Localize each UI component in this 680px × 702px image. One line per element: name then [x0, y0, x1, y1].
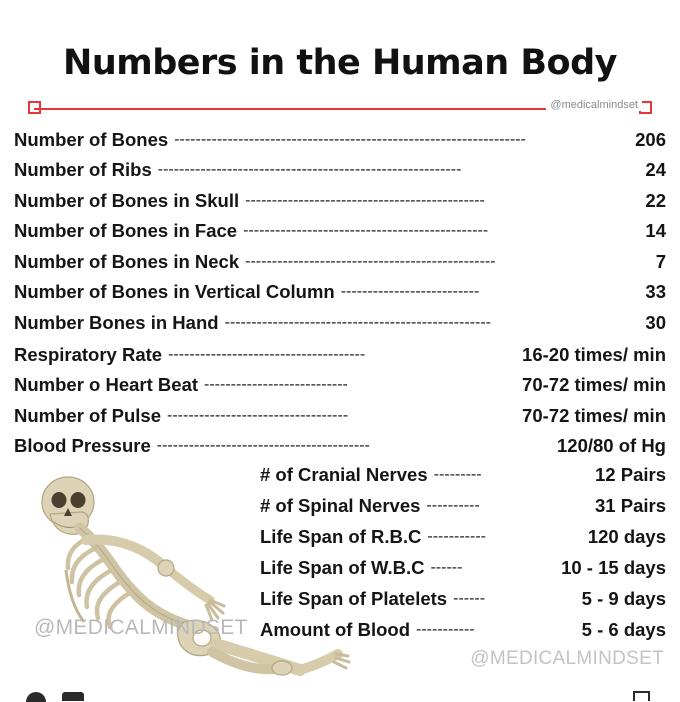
heart-icon[interactable]: [26, 692, 46, 702]
stat-label: Number of Bones in Face: [14, 220, 238, 241]
stat-label: Number of Pulse: [14, 404, 161, 426]
stat-label: Number of Bones in Vertical Column: [14, 281, 335, 302]
list-item: [14, 435, 666, 457]
list-item: [14, 129, 666, 151]
divider-rule: [28, 99, 652, 119]
list-item: [260, 619, 666, 641]
stat-leader: ----------: [426, 497, 480, 514]
list-item: [14, 190, 666, 212]
list-item: [14, 405, 666, 427]
watermark-right: @MEDICALMINDSET: [470, 648, 664, 669]
watermark-left: @MEDICALMINDSET: [34, 616, 248, 639]
list-item: [260, 557, 666, 579]
account-handle: @medicalmindset: [546, 99, 642, 111]
bookmark-icon[interactable]: [633, 691, 650, 701]
vitals-stat-list: [14, 344, 666, 458]
stat-value: 5 - 6 days: [581, 619, 666, 640]
stat-label: Life Span of W.B.C: [260, 557, 425, 578]
list-item: [14, 312, 666, 334]
stat-label: Number of Bones in Skull: [14, 189, 240, 211]
stat-value: 10 - 15 days: [561, 557, 666, 578]
stat-value: 30: [645, 311, 666, 333]
stat-leader: ------------------------------------------------------------------: [174, 130, 526, 148]
stat-leader: -----------: [416, 621, 475, 638]
stat-leader: -----------: [427, 528, 486, 545]
stat-value: 120 days: [587, 526, 666, 547]
stat-label: Amount of Blood: [260, 619, 411, 640]
stat-leader: ---------------------------------------------: [245, 191, 485, 209]
stat-label: Number of Ribs: [14, 159, 152, 180]
stat-label: Respiratory Rate: [14, 343, 163, 365]
stat-value: 70-72 times/ min: [522, 374, 666, 395]
stat-label: # of Spinal Nerves: [260, 495, 421, 516]
stat-value: 14: [645, 220, 666, 241]
bottom-edge: [0, 690, 680, 698]
list-item: [260, 495, 666, 517]
stat-leader: ----------------------------------------------: [243, 222, 489, 239]
list-item: [14, 344, 666, 366]
list-item: [260, 526, 666, 548]
stat-leader: ----------------------------------: [167, 406, 349, 424]
stat-value: 16-20 times/ min: [522, 343, 666, 365]
stat-value: 22: [645, 189, 666, 211]
stat-leader: -------------------------------------: [168, 345, 366, 363]
stat-label: Number of Bones: [14, 128, 169, 150]
stat-leader: --------------------------: [340, 283, 480, 300]
stat-leader: ------: [453, 590, 486, 607]
stat-leader: ---------: [433, 466, 482, 483]
secondary-stat-list: [260, 464, 666, 650]
stat-leader: ------: [430, 559, 463, 576]
stat-leader: -----------------------------------------------: [245, 252, 496, 270]
stat-leader: --------------------------------------------------: [224, 313, 491, 331]
stat-value: 120/80 of Hg: [557, 435, 666, 456]
stat-label: Blood Pressure: [14, 435, 151, 456]
list-item: [14, 220, 666, 242]
stat-leader: ---------------------------: [204, 376, 348, 393]
stat-label: Number o Heart Beat: [14, 374, 199, 395]
stat-label: Number Bones in Hand: [14, 311, 219, 333]
stat-value: 5 - 9 days: [581, 588, 666, 609]
list-item: [260, 464, 666, 486]
page-title: Numbers in the Human Body: [63, 43, 617, 83]
list-item: [14, 374, 666, 396]
list-item: [14, 281, 666, 303]
stat-value: 31 Pairs: [595, 495, 666, 516]
list-item: [14, 159, 666, 181]
stat-leader: ----------------------------------------: [156, 437, 370, 454]
stat-label: Life Span of R.B.C: [260, 526, 422, 547]
comment-icon[interactable]: [62, 692, 84, 701]
main-stat-list: [14, 129, 666, 334]
stat-value: 24: [645, 159, 666, 180]
stat-label: Number of Bones in Neck: [14, 250, 240, 272]
stat-leader: ---------------------------------------------------------: [157, 161, 462, 178]
stat-label: # of Cranial Nerves: [260, 464, 428, 485]
stat-value: 206: [635, 128, 666, 150]
stat-value: 33: [645, 281, 666, 302]
stat-value: 70-72 times/ min: [522, 404, 666, 426]
stat-value: 12 Pairs: [595, 464, 666, 485]
list-item: [14, 251, 666, 273]
list-item: [260, 588, 666, 610]
stat-label: Life Span of Platelets: [260, 588, 448, 609]
stat-value: 7: [655, 250, 666, 272]
